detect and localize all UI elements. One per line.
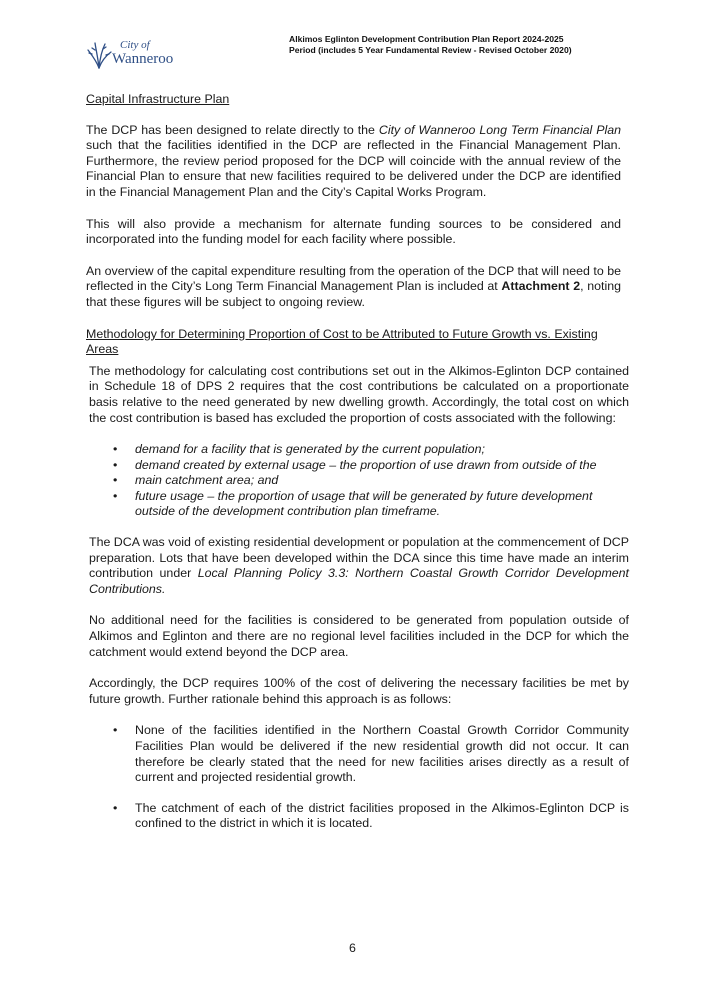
list-item: • demand created by external usage – the proportion of use drawn from outside of the (135, 458, 629, 474)
bold-text-run: Attachment 2 (501, 279, 581, 294)
paragraph (89, 535, 629, 597)
excluded-costs-list (89, 442, 629, 520)
logo-wordmark (112, 40, 173, 67)
paragraph: The methodology for calculating cost contributions set out in the Alkimos-Eglinton DCP contained in Schedule 18 of DPS 2 requires that the cost contributions be calculated on a proportionate basis relative to the need generated by new dwelling growth. Accordingly, the total cost on which the cost contribution is based has excluded the proportion of costs associated with the following: (89, 363, 629, 425)
paragraph (86, 123, 621, 201)
text-run: The DCA was void of existing residential development or population at the commencement of DCP preparation. Lots that have been developed within the DCA since this time have made an interim contribution under (89, 535, 629, 581)
section-heading-methodology: Methodology for Determining Proportion of Cost to be Attributed to Future Growth vs. Existing Areas (86, 326, 598, 357)
list-item: • None of the facilities identified in the Northern Coastal Growth Corridor Community Facilities Plan would be delivered if the new residential growth did not occur. It can therefore be clearly stated that the need for new facilities arises directly as a result of current and projected residential growth. (135, 723, 629, 785)
document-header (289, 34, 572, 56)
leaf-emblem-icon (86, 40, 112, 70)
paragraph (86, 264, 621, 311)
city-of-wanneroo-logo (86, 40, 186, 72)
list-item: • future usage – the proportion of usage that will be generated by future development outside of the development contribution plan timeframe. (135, 489, 629, 520)
italic-text-run: City of Wanneroo Long Term Financial Plan (378, 122, 621, 137)
italic-text-run: Local Planning Policy 3.3: Northern Coastal Growth Corridor Development Contributions. (89, 566, 629, 596)
header-title-line1: Alkimos Eglinton Development Contribution Plan Report 2024-2025 (289, 34, 564, 44)
paragraph: Accordingly, the DCP requires 100% of the cost of delivering the necessary facilities be met by future growth. Further rationale behind this approach is as follows: (89, 676, 629, 706)
logo-line-city-of: City of (120, 39, 150, 51)
paragraph: No additional need for the facilities is considered to be generated from population outside of Alkimos and Eglinton and there are no regional level facilities included in the DCP for which the catchment would extend beyond the DCP area. (89, 613, 629, 659)
logo-line-wanneroo: Wanneroo (112, 51, 174, 67)
text-run: , noting that these figures will be subject to ongoing review. (86, 279, 621, 309)
methodology-body (89, 364, 629, 832)
rationale-list (89, 723, 629, 832)
list-item: • demand for a facility that is generated by the current population; (135, 442, 629, 458)
section-heading-capital-infrastructure-plan: Capital Infrastructure Plan (86, 92, 230, 106)
list-item: • The catchment of each of the district facilities proposed in the Alkimos-Eglinton DCP is confined to the district in which it is located. (135, 801, 629, 832)
text-run: such that the facilities identified in the DCP are reflected in the Financial Management Plan. Furthermore, the review period proposed for the DCP will coincide with the annual review of the Financial Plan to ensure that new facilities required to be delivered under the DCP are identified in the Financial Management Plan and the City’s Capital Works Program. (86, 138, 621, 199)
header-title-line2: Period (includes 5 Year Fundamental Review - Revised October 2020) (289, 45, 572, 55)
text-run: The DCP has been designed to relate directly to the (86, 122, 379, 137)
list-item: • main catchment area; and (135, 473, 629, 489)
text-run: An overview of the capital expenditure resulting from the operation of the DCP that will need to be reflected in the City’s Long Term Financial Management Plan is included at (86, 263, 621, 294)
page-number: 6 (349, 941, 356, 955)
page-body (86, 92, 629, 847)
paragraph: This will also provide a mechanism for alternate funding sources to be considered and incorporated into the funding model for each facility where possible. (86, 216, 621, 247)
